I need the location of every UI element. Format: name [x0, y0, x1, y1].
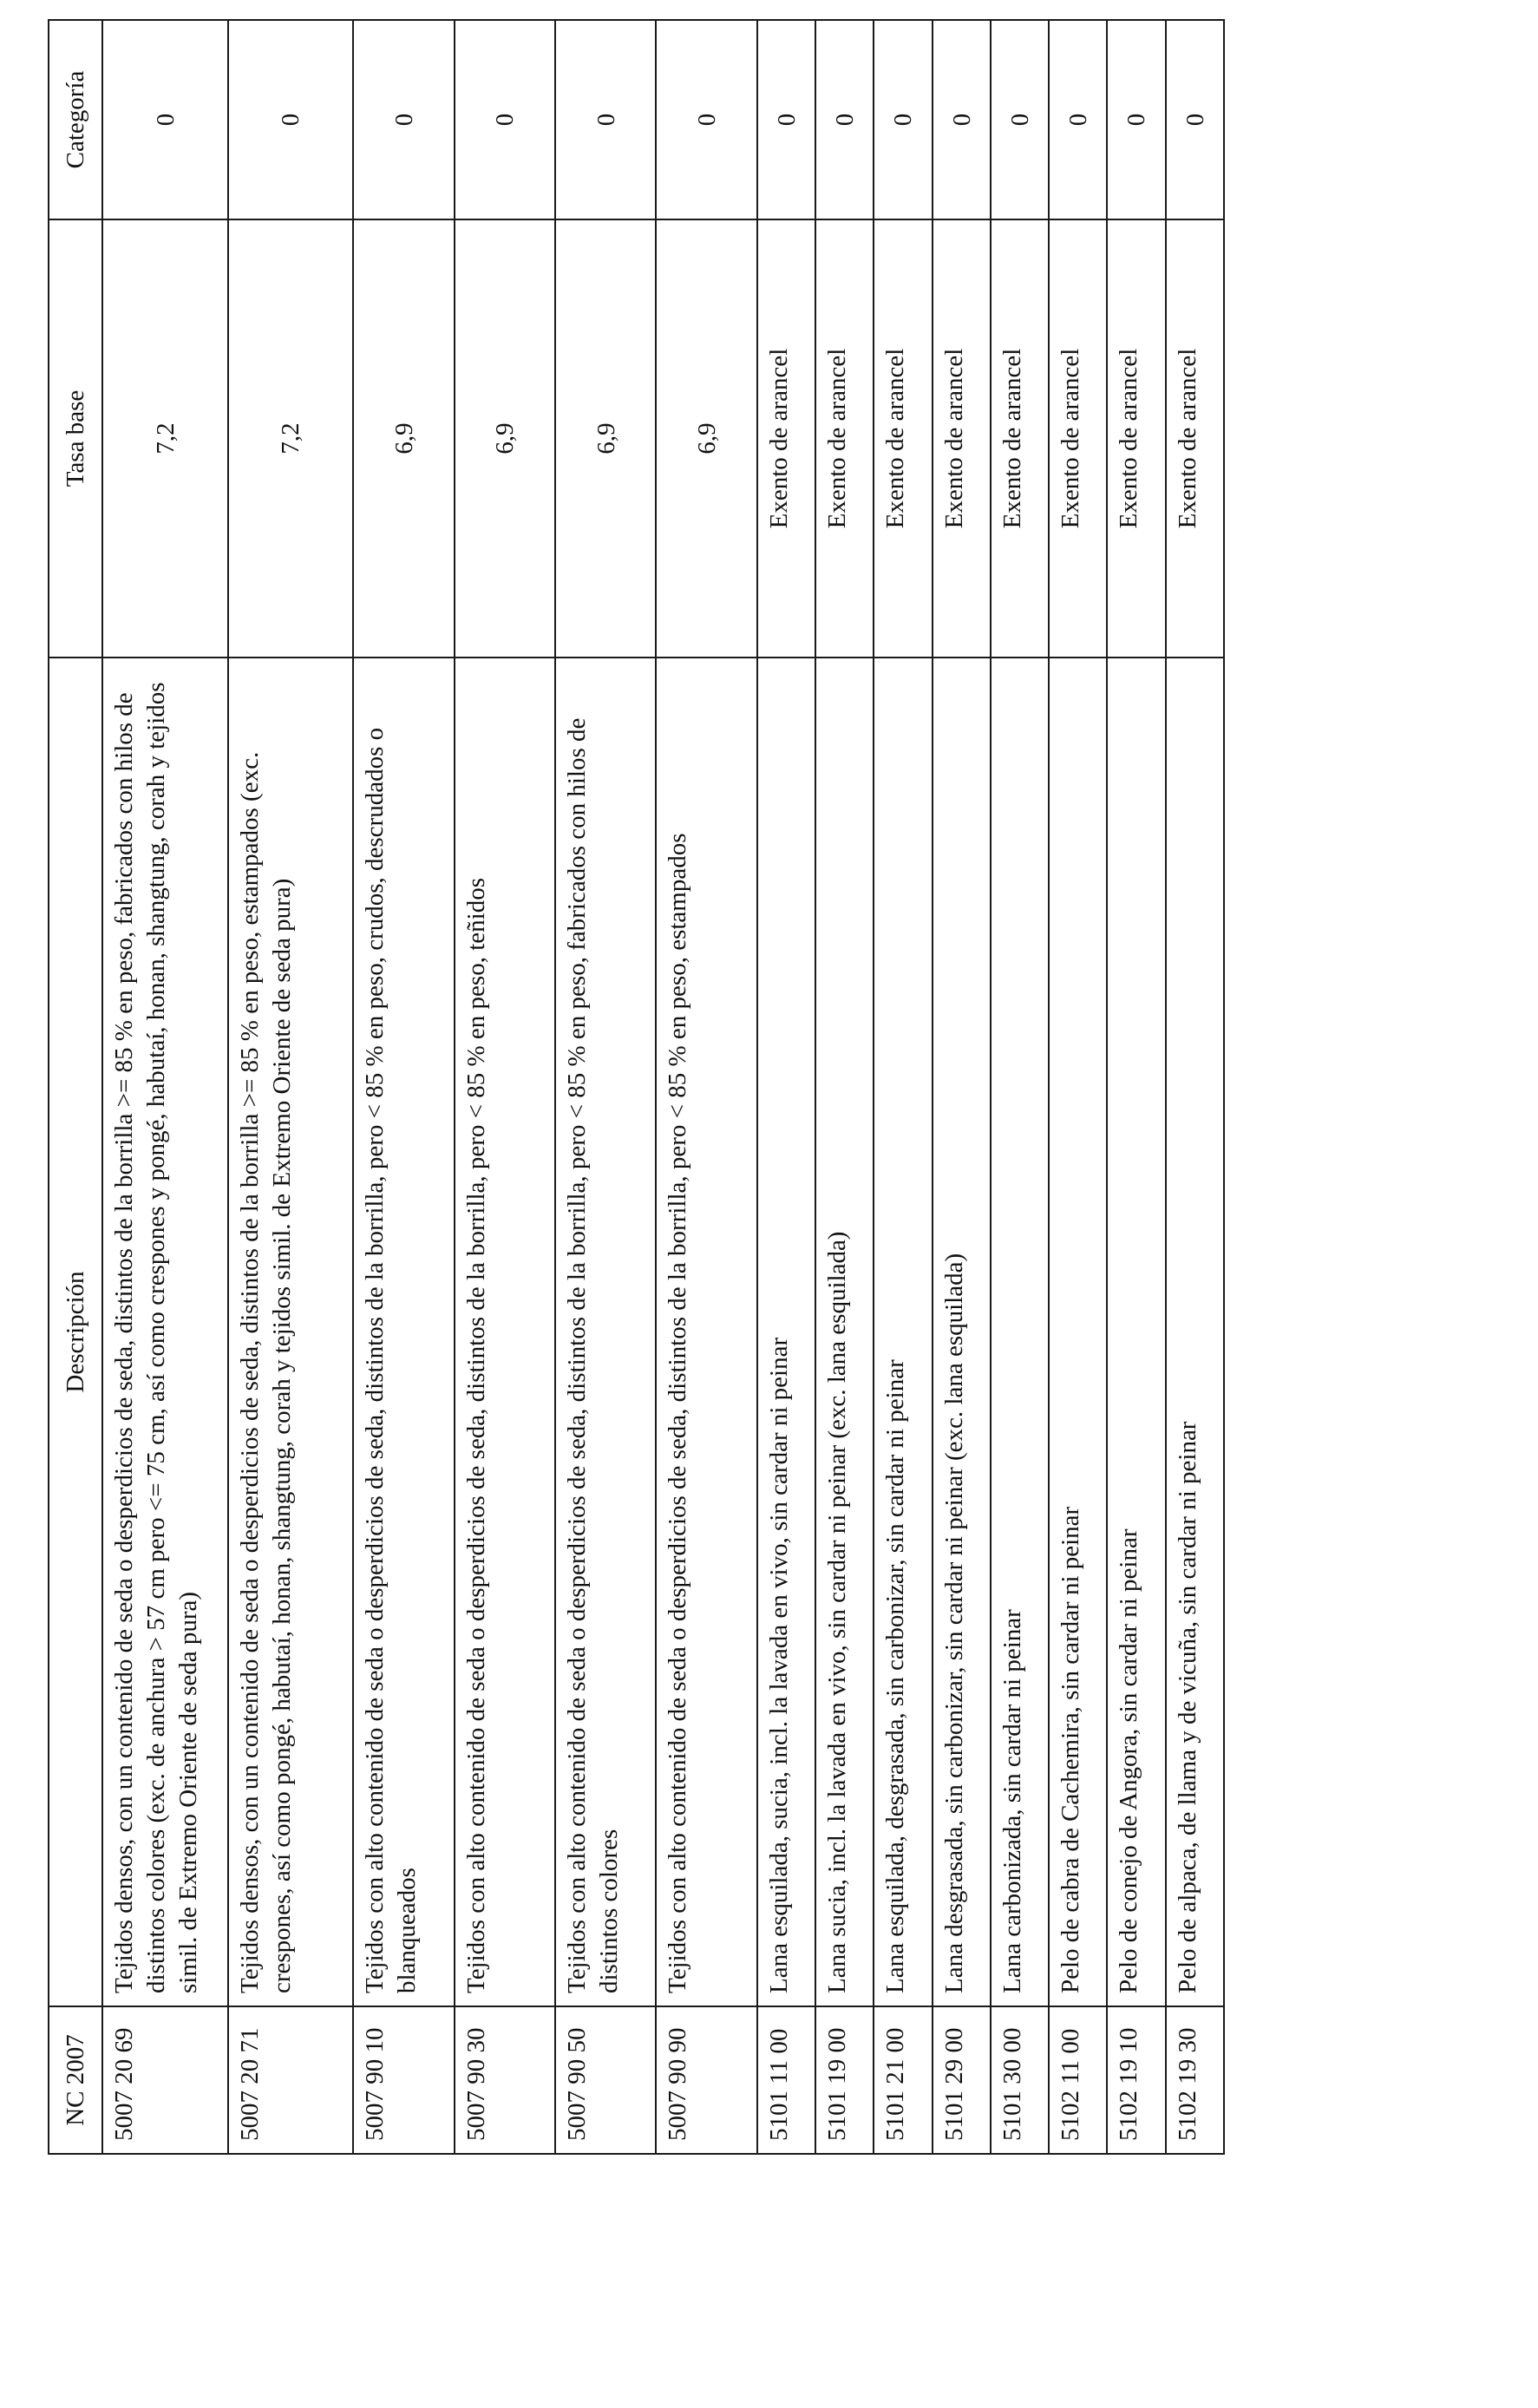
- cell-nc: 5102 19 30: [1166, 2006, 1224, 2154]
- cell-nc: 5007 90 30: [455, 2006, 555, 2154]
- table-row: [102, 20, 228, 2154]
- header-nc: NC 2007: [49, 2006, 102, 2154]
- cell-nc: 5101 11 00: [757, 2006, 815, 2154]
- cell-description: Tejidos con alto contenido de seda o desperdicios de seda, distintos de la borrilla, pero < 85 % en peso, estampados: [656, 658, 756, 2006]
- table-row: [555, 20, 656, 2154]
- cell-description: Tejidos con alto contenido de seda o desperdicios de seda, distintos de la borrilla, pero < 85 % en peso, crudos, descrudados o blanqueados: [353, 658, 454, 2006]
- table-row: [353, 20, 454, 2154]
- cell-description: Tejidos densos, con un contenido de seda o desperdicios de seda, distintos de la borrilla >= 85 % en peso, fabricados con hilos de distintos colores (exc. de anchura > 57 cm pero <= 75 cm, así como crespones y pongé, habutaí, honan, shangtung, corah y tejidos simil. de Extremo Oriente de seda pura): [102, 658, 228, 2006]
- cell-category: 0: [815, 20, 874, 219]
- cell-category: 0: [1049, 20, 1107, 219]
- tariff-table: [48, 19, 1225, 2155]
- cell-category: 0: [757, 20, 815, 219]
- table-row: [815, 20, 874, 2154]
- cell-category: 0: [933, 20, 991, 219]
- table-row: [1049, 20, 1107, 2154]
- cell-description: Lana sucia, incl. la lavada en vivo, sin cardar ni peinar (exc. lana esquilada): [815, 658, 874, 2006]
- cell-nc: 5102 19 10: [1107, 2006, 1165, 2154]
- cell-nc: 5101 19 00: [815, 2006, 874, 2154]
- table-row: [991, 20, 1049, 2154]
- cell-rate: Exento de arancel: [874, 219, 932, 658]
- cell-category: 0: [656, 20, 756, 219]
- table-row: [228, 20, 354, 2154]
- cell-description: Lana carbonizada, sin cardar ni peinar: [991, 658, 1049, 2006]
- cell-description: Pelo de conejo de Angora, sin cardar ni peinar: [1107, 658, 1165, 2006]
- cell-description: Tejidos con alto contenido de seda o desperdicios de seda, distintos de la borrilla, pero < 85 % en peso, teñidos: [455, 658, 555, 2006]
- cell-nc: 5101 29 00: [933, 2006, 991, 2154]
- cell-rate: 6,9: [353, 219, 454, 658]
- cell-rate: Exento de arancel: [933, 219, 991, 658]
- cell-rate: 7,2: [102, 219, 228, 658]
- cell-rate: 6,9: [656, 219, 756, 658]
- cell-rate: Exento de arancel: [1166, 219, 1224, 658]
- cell-rate: Exento de arancel: [815, 219, 874, 658]
- cell-nc: 5007 20 71: [228, 2006, 354, 2154]
- cell-rate: Exento de arancel: [1107, 219, 1165, 658]
- cell-rate: 7,2: [228, 219, 354, 658]
- table-row: [874, 20, 932, 2154]
- table-row: [933, 20, 991, 2154]
- cell-description: Pelo de alpaca, de llama y de vicuña, sin cardar ni peinar: [1166, 658, 1224, 2006]
- cell-nc: 5007 90 10: [353, 2006, 454, 2154]
- cell-description: Tejidos con alto contenido de seda o desperdicios de seda, distintos de la borrilla, pero < 85 % en peso, fabricados con hilos de distintos colores: [555, 658, 656, 2006]
- cell-rate: 6,9: [455, 219, 555, 658]
- cell-nc: 5007 20 69: [102, 2006, 228, 2154]
- cell-rate: Exento de arancel: [991, 219, 1049, 658]
- cell-category: 0: [874, 20, 932, 219]
- cell-category: 0: [455, 20, 555, 219]
- header-row: [49, 20, 102, 2154]
- cell-nc: 5007 90 50: [555, 2006, 656, 2154]
- cell-description: Lana desgrasada, sin carbonizar, sin cardar ni peinar (exc. lana esquilada): [933, 658, 991, 2006]
- cell-category: 0: [1107, 20, 1165, 219]
- cell-nc: 5101 21 00: [874, 2006, 932, 2154]
- cell-category: 0: [991, 20, 1049, 219]
- rotated-page: [48, 21, 1225, 2155]
- cell-nc: 5101 30 00: [991, 2006, 1049, 2154]
- table-row: [1166, 20, 1224, 2154]
- cell-category: 0: [353, 20, 454, 219]
- cell-rate: Exento de arancel: [757, 219, 815, 658]
- cell-nc: 5007 90 90: [656, 2006, 756, 2154]
- cell-description: Pelo de cabra de Cachemira, sin cardar ni peinar: [1049, 658, 1107, 2006]
- cell-category: 0: [1166, 20, 1224, 219]
- cell-rate: 6,9: [555, 219, 656, 658]
- table-row: [1107, 20, 1165, 2154]
- cell-nc: 5102 11 00: [1049, 2006, 1107, 2154]
- cell-description: Lana esquilada, sucia, incl. la lavada en vivo, sin cardar ni peinar: [757, 658, 815, 2006]
- table-row: [455, 20, 555, 2154]
- cell-rate: Exento de arancel: [1049, 219, 1107, 658]
- header-description: Descripción: [49, 658, 102, 2006]
- header-rate: Tasa base: [49, 219, 102, 658]
- table-row: [656, 20, 756, 2154]
- cell-category: 0: [555, 20, 656, 219]
- table-row: [757, 20, 815, 2154]
- cell-description: Lana esquilada, desgrasada, sin carbonizar, sin cardar ni peinar: [874, 658, 932, 2006]
- cell-description: Tejidos densos, con un contenido de seda o desperdicios de seda, distintos de la borrilla >= 85 % en peso, estampados (exc. crespones, así como pongé, habutaí, honan, shangtung, corah y tejidos simil. de Extremo Oriente de seda pura): [228, 658, 354, 2006]
- cell-category: 0: [228, 20, 354, 219]
- header-category: Categoría: [49, 20, 102, 219]
- cell-category: 0: [102, 20, 228, 219]
